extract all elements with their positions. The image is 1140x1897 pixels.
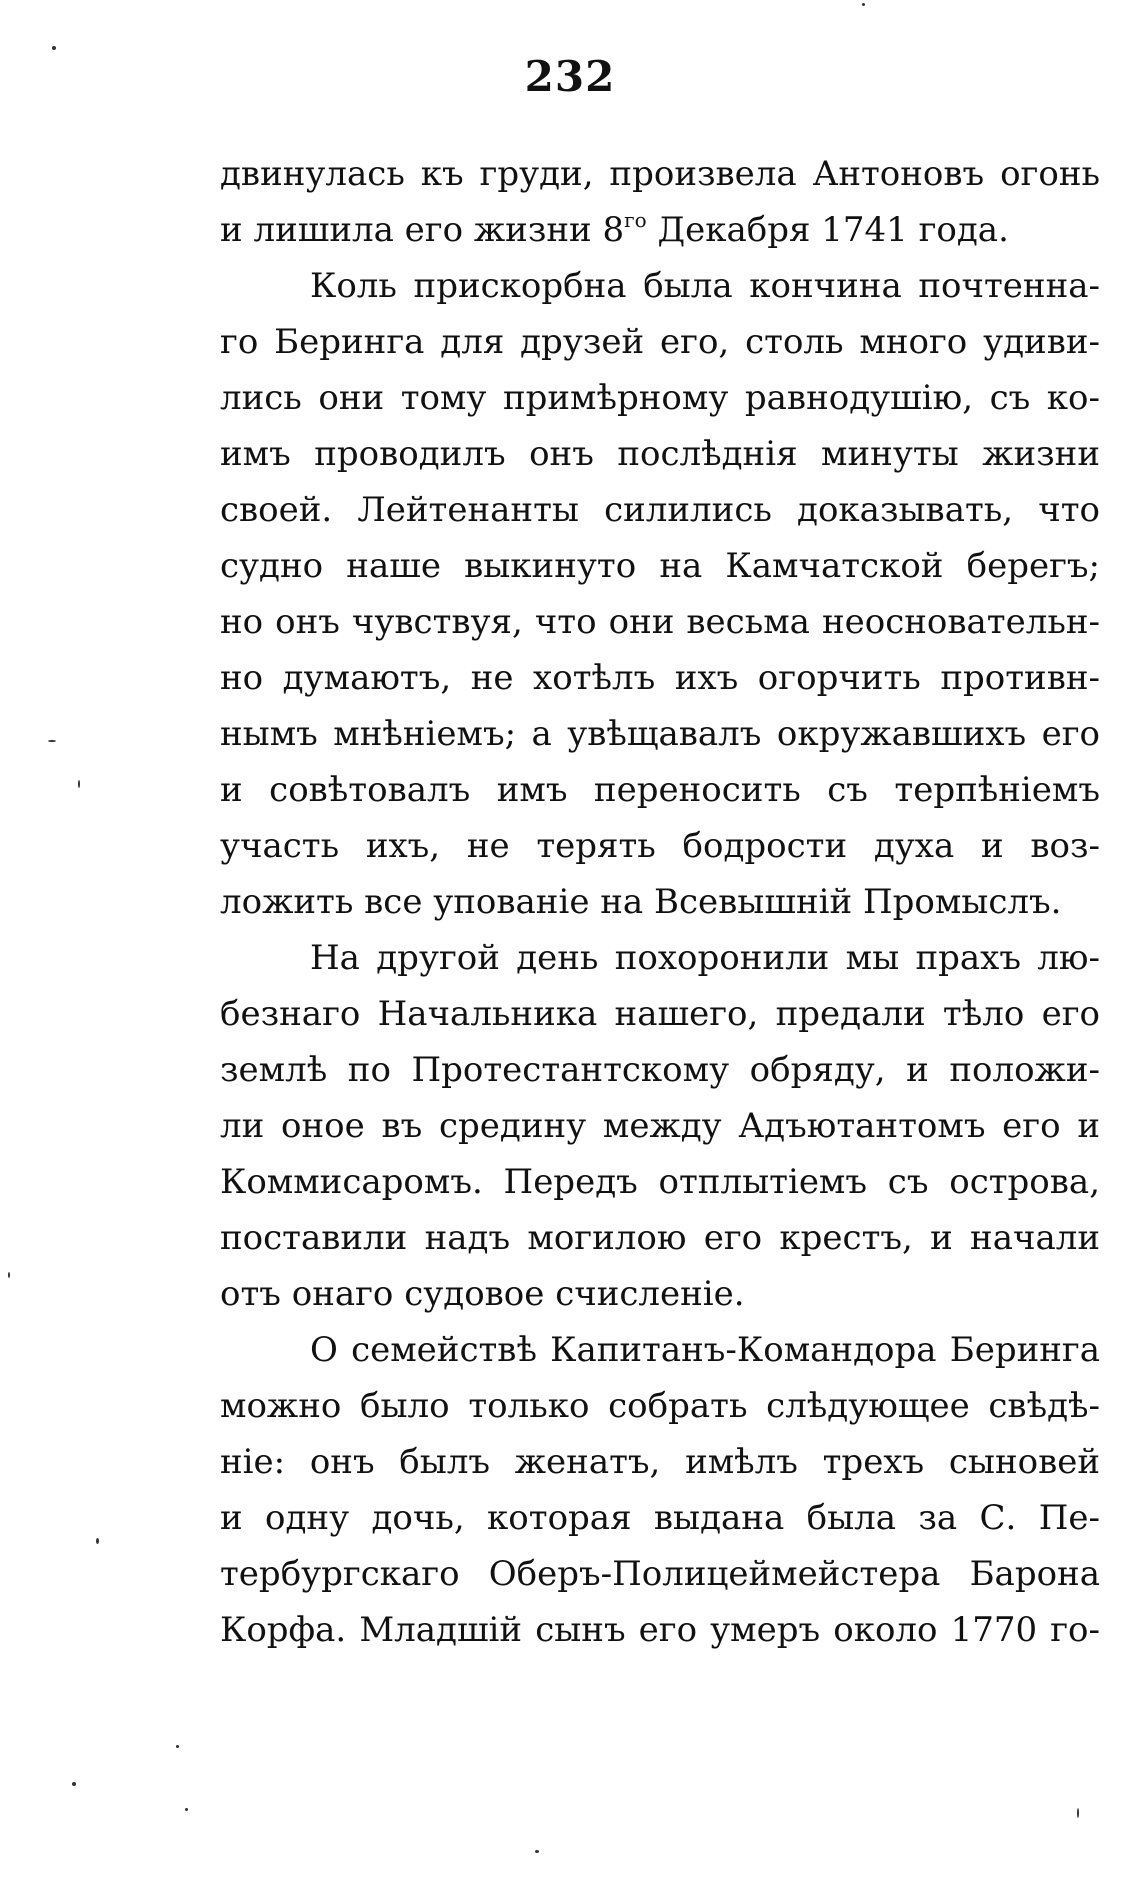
text-fragment: Декабря 1741 года. [646,210,1009,250]
scan-speck [185,1808,188,1811]
text-line: и одну дочь, которая выдана была за С. Пе- [220,1498,1100,1538]
scan-speck [176,1745,179,1748]
text-line: участь ихъ, не терять бодрости духа и воз- [220,826,1100,866]
paragraph [220,930,1100,1322]
text-line: имъ проводилъ онъ послѣднія минуты жизни [220,434,1100,474]
scan-speck [72,1782,76,1786]
text-line: но онъ чувствуя, что они весьма неосновательн- [220,602,1100,642]
text-line [220,202,1100,258]
text-line: Коммисаромъ. Передъ отплытіемъ съ острова, [220,1162,1100,1202]
text-line: ли оное въ средину между Адъютантомъ его и [220,1106,1100,1146]
scan-speck [48,740,56,742]
text-line: отъ онаго судовое счисленіе. [220,1274,745,1314]
text-line: судно наше выкинуто на Камчатской берегъ; [220,546,1100,586]
paragraph [220,1322,1100,1658]
paragraph [220,258,1100,930]
scan-speck [52,46,56,50]
scan-speck [862,3,865,6]
text-line: Корфа. Младшій сынъ его умеръ около 1770 го- [220,1610,1100,1650]
text-line: тербургскаго Оберъ-Полицеймейстера Барона [220,1554,1100,1594]
text-line: можно было только собрать слѣдующее свѣдѣ- [220,1386,1100,1426]
text-line: своей. Лейтенанты силились доказывать, что [220,490,1100,530]
page-number: 232 [524,52,616,101]
text-line: поставили надъ могилою его крестъ, и начали [220,1218,1100,1258]
text-line: го Беринга для друзей его, столь много удиви- [220,322,1100,362]
text-fragment: и лишила его жизни 8 [220,210,625,250]
text-line: О семействѣ Капитанъ-Командора Беринга [310,1330,1100,1370]
superscript: го [624,208,647,232]
text-line: безнаго Начальника нашего, предали тѣло его [220,994,1100,1034]
text-line: нымъ мнѣніемъ; а увѣщавалъ окружавшихъ его [220,714,1100,754]
body-text [220,146,1100,1658]
text-line: На другой день похоронили мы прахъ лю- [310,938,1100,978]
scan-speck [535,1850,539,1853]
paragraph [220,146,1100,258]
text-line: ніе: онъ былъ женатъ, имѣлъ трехъ сыновей [220,1442,1100,1482]
text-line: Коль прискорбна была кончина почтенна- [310,266,1100,306]
text-line: землѣ по Протестантскому обряду, и положи- [220,1050,1100,1090]
scan-speck [96,1538,99,1544]
text-line: лись они тому примѣрному равнодушію, съ ко- [220,378,1100,418]
text-line: и совѣтовалъ имъ переносить съ терпѣніемъ [220,770,1100,810]
scan-speck [8,1272,10,1278]
scan-speck [78,780,80,788]
text-line: но думаютъ, не хотѣлъ ихъ огорчить противн- [220,658,1100,698]
text-line: двинулась къ груди, произвела Антоновъ огонь [220,154,1100,194]
scan-speck [1077,1808,1079,1818]
text-line: ложить все упованіе на Всевышній Промыслъ. [220,882,1062,922]
